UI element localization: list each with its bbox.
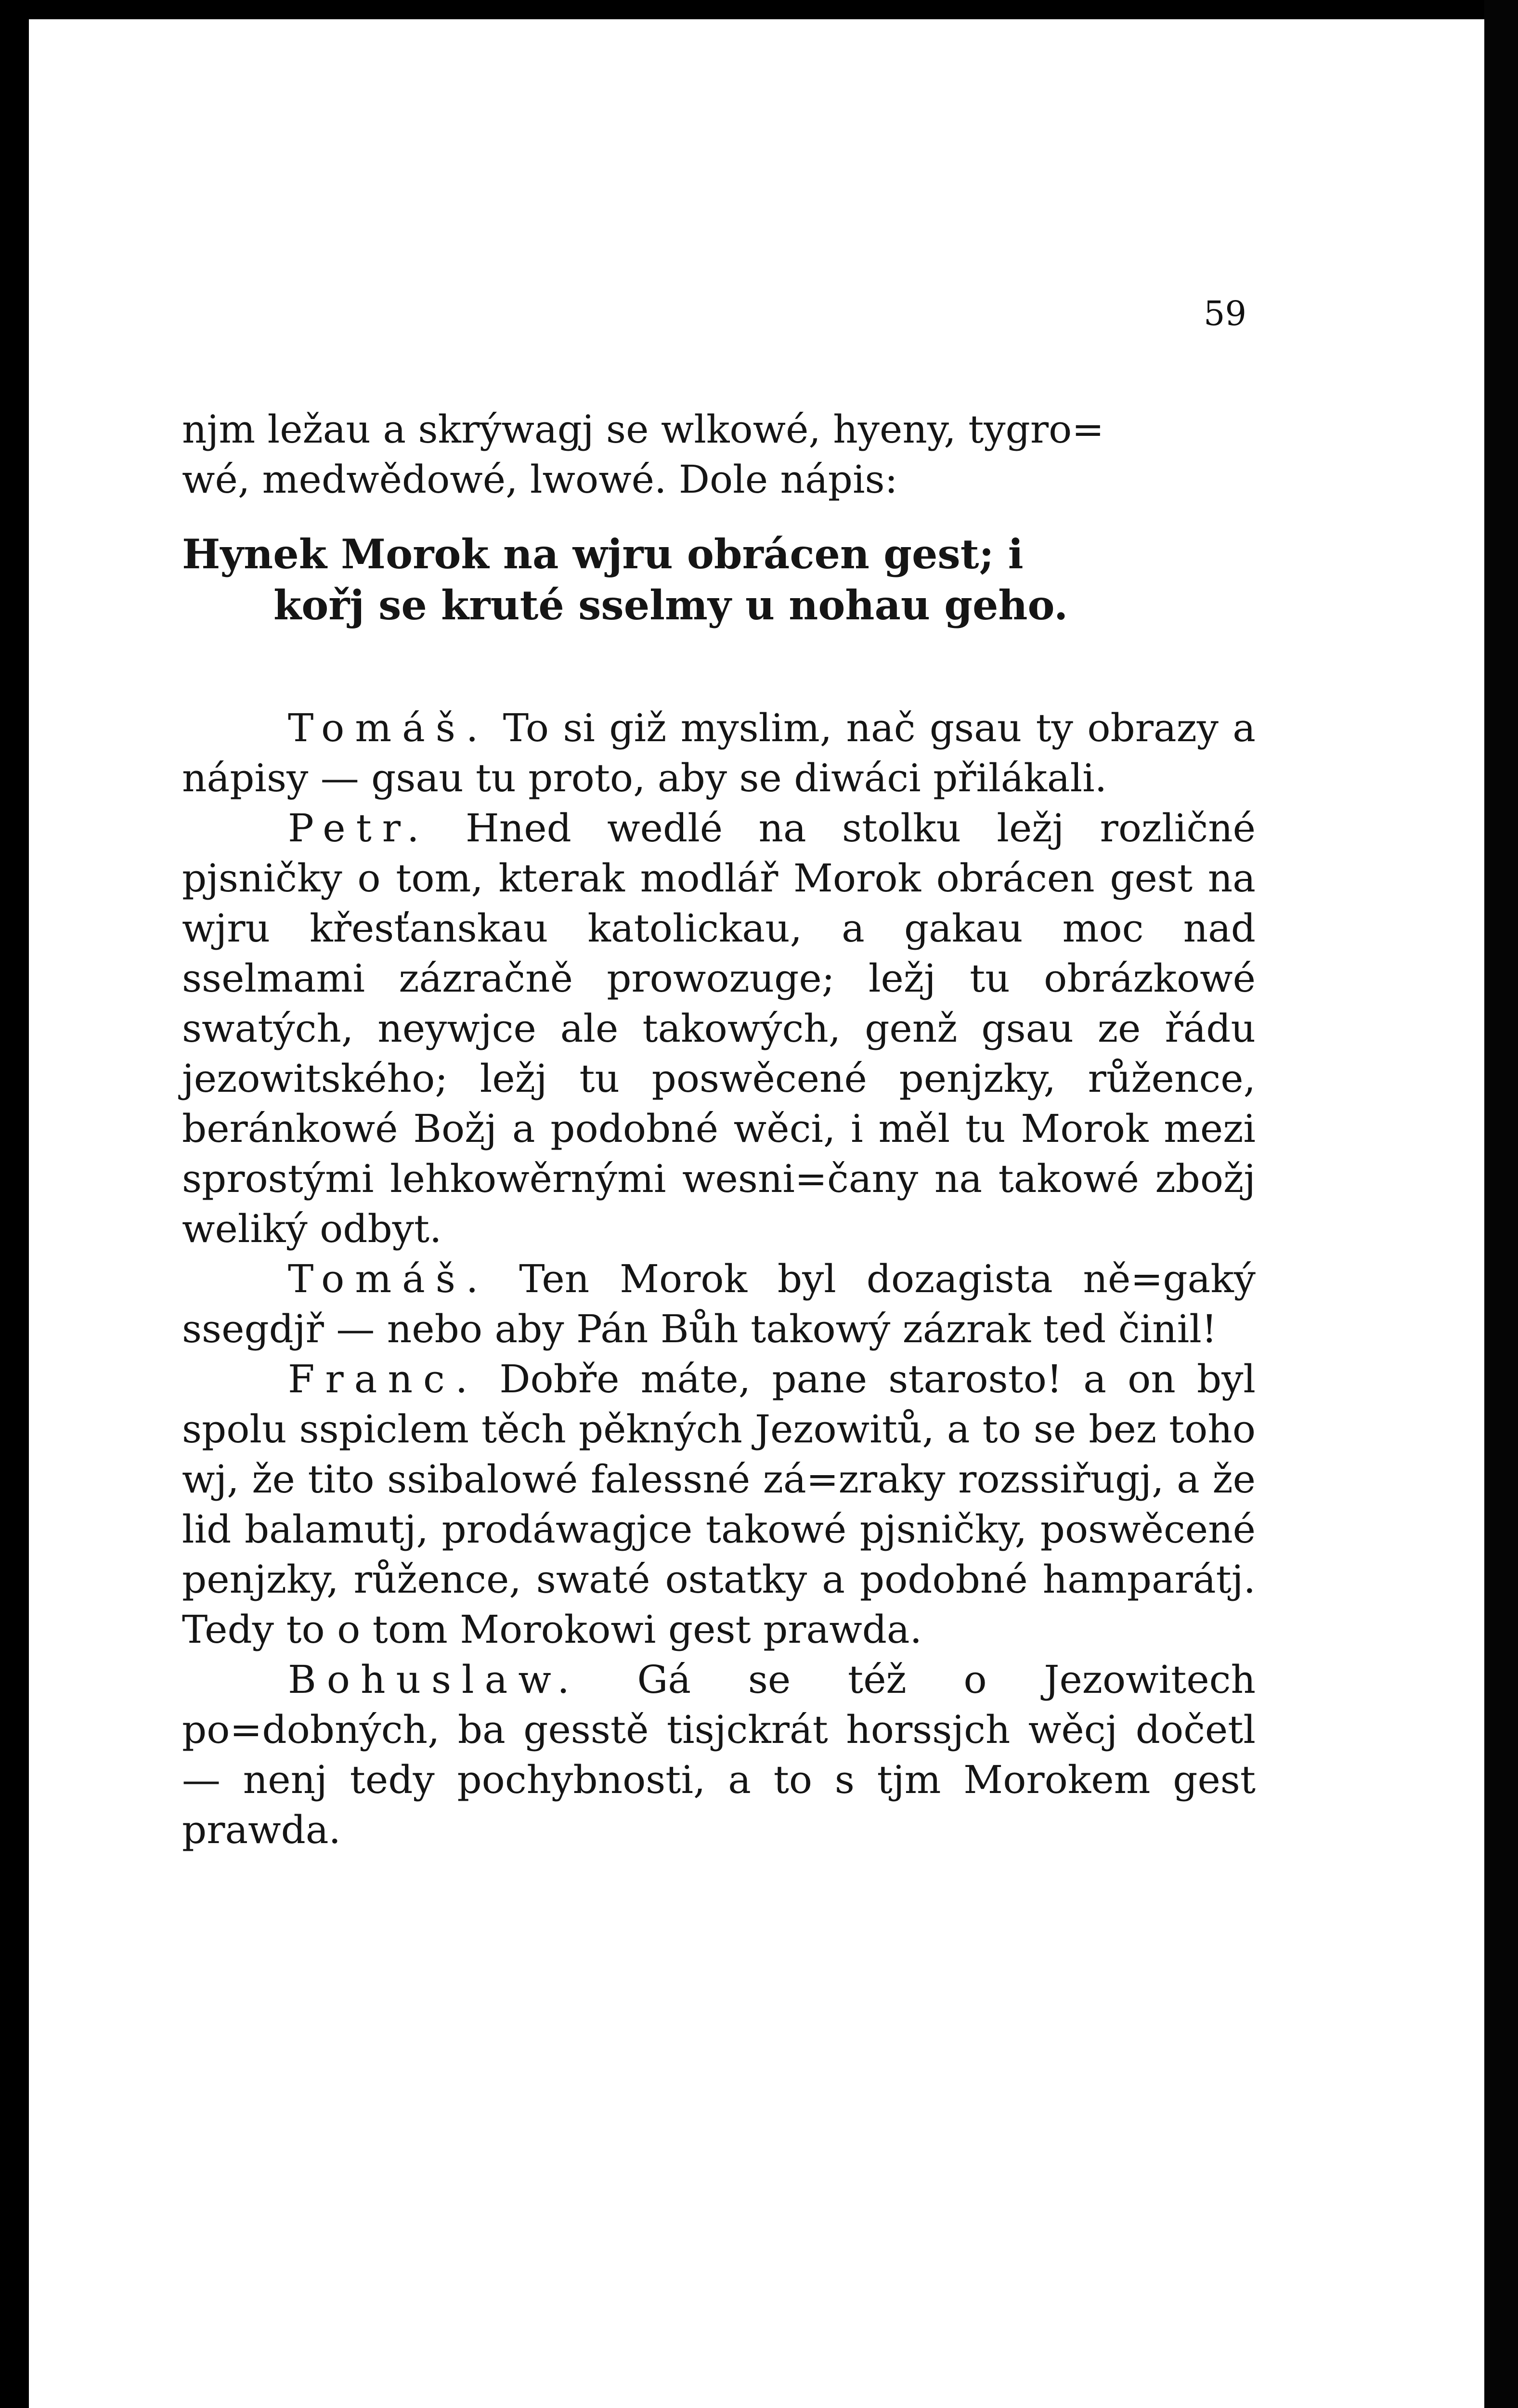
dialogue-paragraph [182, 1254, 1256, 1354]
book-page [29, 19, 1488, 2408]
dialogue-text: Dobře máte, pane starosto! a on byl spolu sspiclem těch pěkných Jezowitů, a to se bez toho wj, že tito ssibalowé falessné zá=zraky rozssiřugj, a že lid balamutj, prodáwagjce takowé pjsničky, poswěcené penjzky, růžence, swaté ostatky a podobné hamparátj. Tedy to o tom Morokowi gest prawda. [182, 1357, 1256, 1652]
speaker-name: Petr. [288, 806, 430, 851]
dialogue-text: Ten Morok byl dozagista ně=gaký ssegdjř — nebo aby Pán Bůh takowý zázrak ted činil! [182, 1256, 1256, 1351]
dialogue-text: To si giž myslim, nač gsau ty obrazy a nápisy — gsau tu proto, aby se diwáci přilákali. [182, 706, 1256, 800]
speaker-name: Franc. [288, 1357, 479, 1401]
caption [182, 529, 1256, 631]
intro-line: wé, medwědowé, lwowé. Dole nápis: [182, 457, 898, 502]
dialogue-paragraph [182, 1655, 1256, 1855]
page-number: 59 [1204, 294, 1247, 333]
dialogue-text: Hned wedlé na stolku ležj rozličné pjsničky o tom, kterak modlář Morok obrácen gest na wjru křesťanskau katolickau, a gakau moc nad sselmami zázračně prowozuge; ležj tu obrázkowé swatých, neywjce ale takowých, genž gsau ze řádu jezowitského; ležj tu poswěcené penjzky, růžence, beránkowé Božj a podobné wěci, i měl tu Morok mezi sprostými lehkowěrnými wesni=čany na takowé zbožj weliký odbyt. [182, 806, 1256, 1251]
speaker-name: Tomáš. [288, 706, 489, 750]
speaker-name: Tomáš. [288, 1256, 489, 1301]
speaker-name: Bohuslaw. [288, 1657, 580, 1702]
caption-line: kořj se kruté sselmy u nohau geho. [273, 581, 1068, 629]
intro-line: njm ležau a skrýwagj se wlkowé, hyeny, tygro= [182, 407, 1104, 452]
dialogue-text: Gá se též o Jezowitech po=dobných, ba gesstě tisjckrát horssjch wěcj dočetl — nenj tedy pochybnosti, a to s tjm Morokem gest prawda. [182, 1657, 1256, 1852]
caption-line: Hynek Morok na wjru obrácen gest; i [182, 530, 1024, 578]
dialogue-paragraph [182, 1354, 1256, 1655]
dialogue-paragraph [182, 803, 1256, 1254]
scan-border [1484, 0, 1518, 2408]
dialogue-paragraph [182, 703, 1256, 803]
page-text [182, 405, 1256, 1855]
